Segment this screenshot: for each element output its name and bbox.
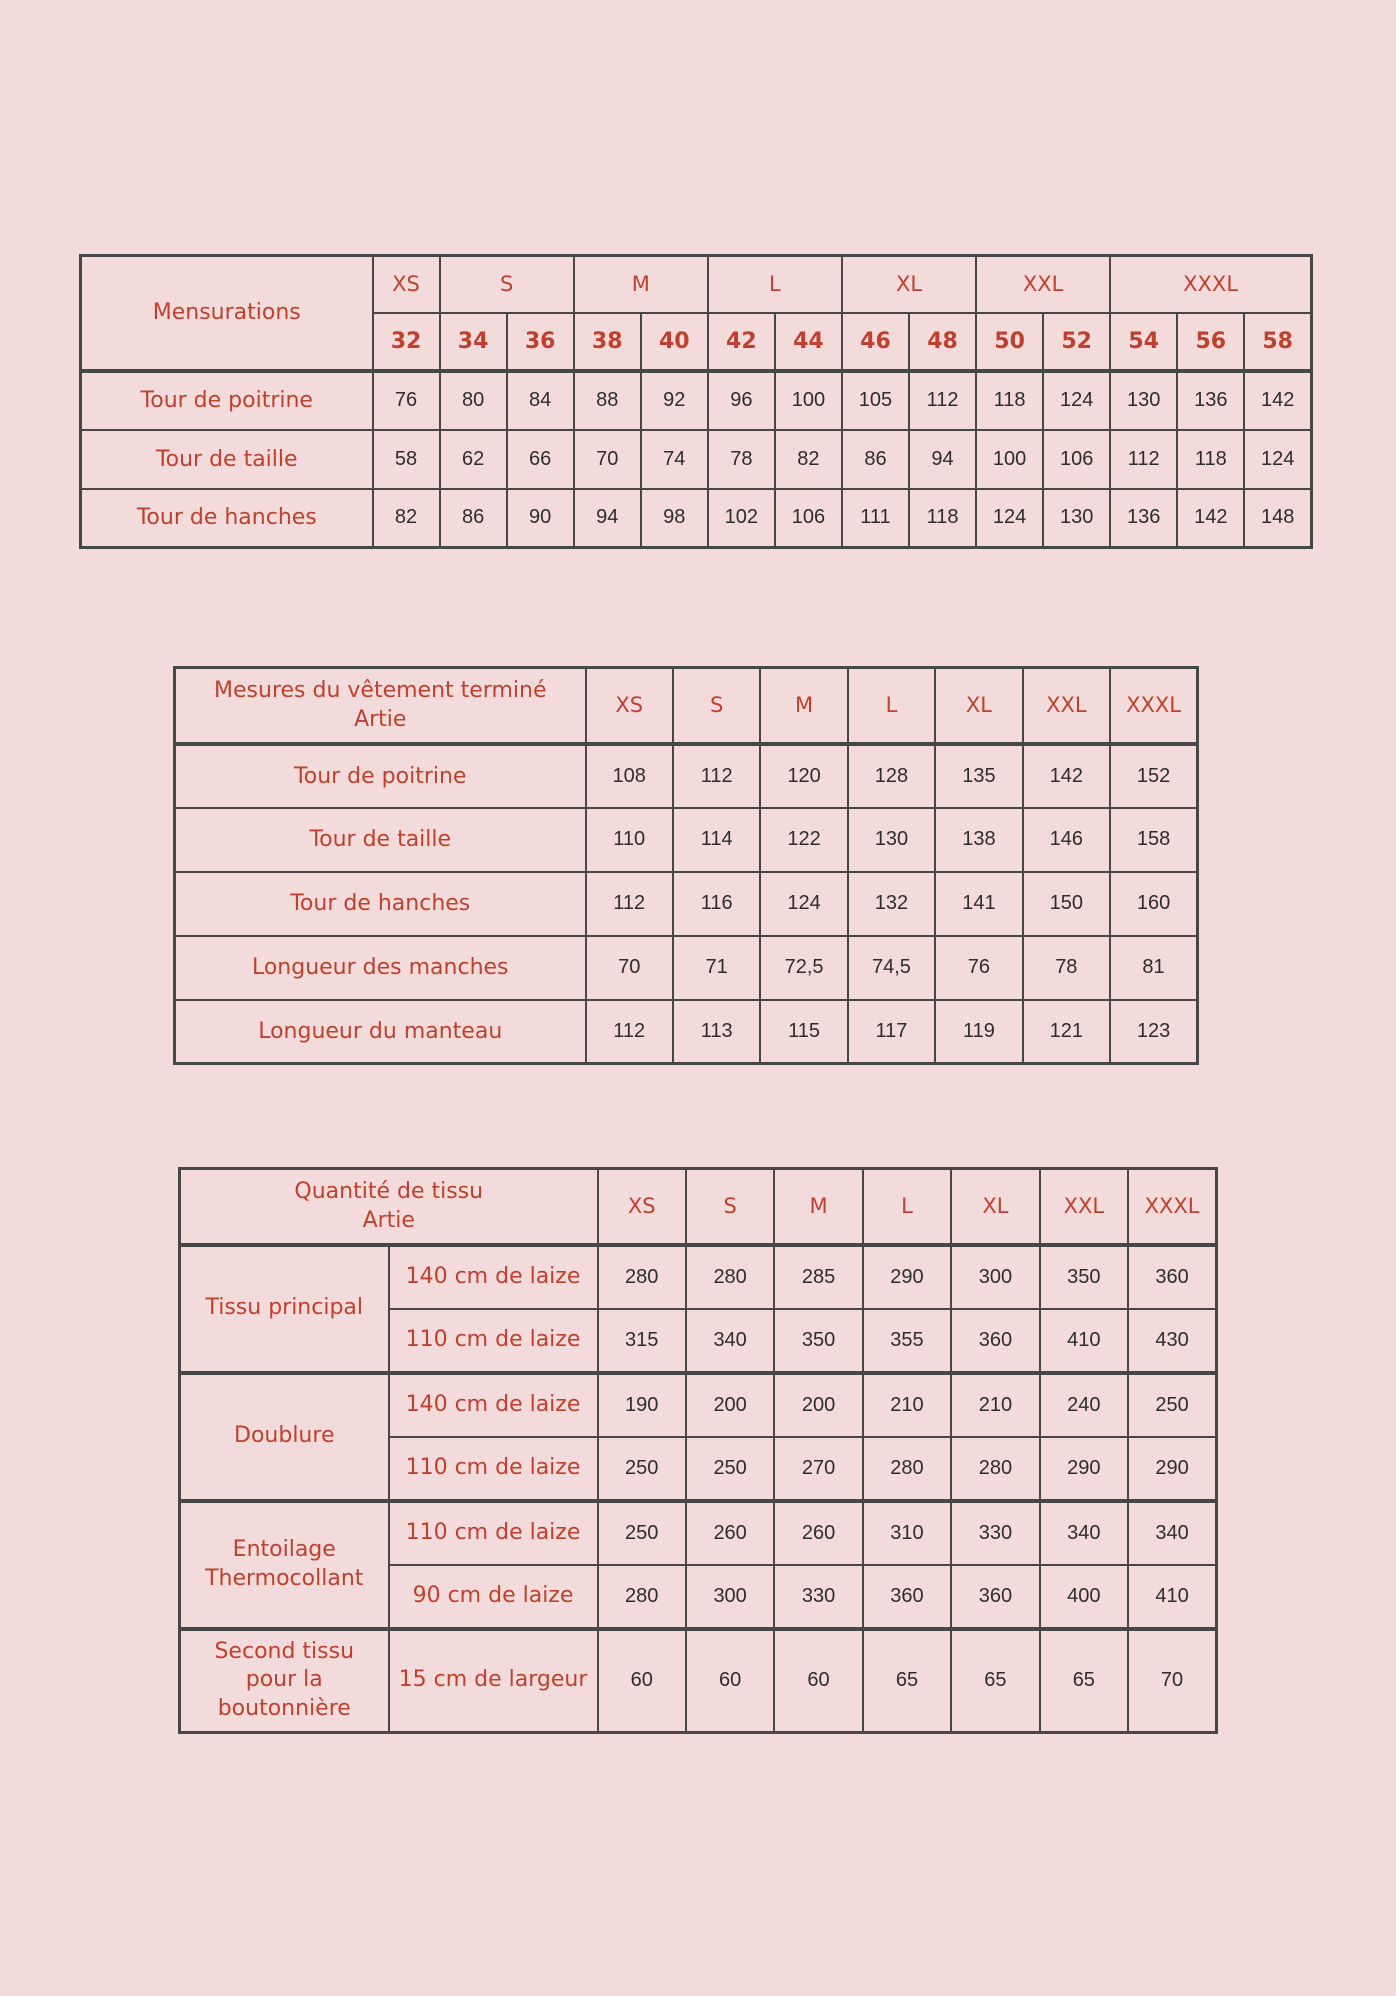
fabric-group-label: Doublure xyxy=(180,1373,389,1501)
garment-value: 150 xyxy=(1023,872,1110,936)
measurement-value: 74 xyxy=(641,430,708,489)
garment-value: 74,5 xyxy=(848,936,935,1000)
size-number-header: 52 xyxy=(1043,313,1110,371)
measurement-value: 112 xyxy=(909,371,976,430)
garment-value: 158 xyxy=(1110,808,1197,872)
garment-value: 132 xyxy=(848,872,935,936)
garment-row-label: Longueur des manches xyxy=(175,936,586,1000)
fabric-quantity-table-body xyxy=(180,1169,1217,1733)
garment-value: 115 xyxy=(760,1000,847,1064)
size-header: XL xyxy=(951,1169,1039,1245)
size-group-header: M xyxy=(574,256,708,313)
measurements-table xyxy=(79,254,1313,549)
fabric-value: 300 xyxy=(951,1245,1039,1309)
fabric-value: 360 xyxy=(951,1565,1039,1629)
garment-value: 72,5 xyxy=(760,936,847,1000)
size-number-header: 42 xyxy=(708,313,775,371)
fabric-value: 65 xyxy=(863,1629,951,1733)
measurement-value: 111 xyxy=(842,489,909,548)
garment-value: 70 xyxy=(586,936,673,1000)
size-header: XS xyxy=(598,1169,686,1245)
measurement-value: 102 xyxy=(708,489,775,548)
measurement-value: 106 xyxy=(1043,430,1110,489)
fabric-value: 65 xyxy=(1040,1629,1128,1733)
garment-value: 124 xyxy=(760,872,847,936)
measurement-value: 106 xyxy=(775,489,842,548)
fabric-value: 430 xyxy=(1128,1309,1216,1373)
size-header: XXXL xyxy=(1128,1169,1216,1245)
size-number-header: 40 xyxy=(641,313,708,371)
garment-value: 114 xyxy=(673,808,760,872)
measurement-value: 118 xyxy=(909,489,976,548)
fabric-group-label: Entoilage Thermocollant xyxy=(180,1501,389,1629)
garment-row-label: Tour de taille xyxy=(175,808,586,872)
measurement-value: 100 xyxy=(775,371,842,430)
fabric-value: 410 xyxy=(1128,1565,1216,1629)
measurement-value: 130 xyxy=(1043,489,1110,548)
measurement-value: 136 xyxy=(1177,371,1244,430)
size-header: M xyxy=(774,1169,862,1245)
fabric-table-title xyxy=(180,1169,598,1245)
size-number-header: 54 xyxy=(1110,313,1177,371)
size-header: XS xyxy=(586,668,673,744)
garment-value: 128 xyxy=(848,744,935,808)
garment-value: 135 xyxy=(935,744,1022,808)
table-row xyxy=(180,1169,1217,1245)
garment-value: 117 xyxy=(848,1000,935,1064)
garment-table-title xyxy=(175,668,586,744)
fabric-value: 200 xyxy=(774,1373,862,1437)
size-header: L xyxy=(863,1169,951,1245)
measurement-value: 84 xyxy=(507,371,574,430)
garment-value: 119 xyxy=(935,1000,1022,1064)
measurement-value: 124 xyxy=(976,489,1043,548)
finished-garment-table xyxy=(173,666,1199,1065)
fabric-value: 315 xyxy=(598,1309,686,1373)
fabric-value: 280 xyxy=(598,1245,686,1309)
fabric-value: 330 xyxy=(774,1565,862,1629)
fabric-quantity-table xyxy=(178,1167,1218,1734)
table-row xyxy=(175,936,1198,1000)
table-row xyxy=(180,1629,1217,1733)
size-number-header: 44 xyxy=(775,313,842,371)
measurement-value: 124 xyxy=(1043,371,1110,430)
fabric-value: 60 xyxy=(686,1629,774,1733)
fabric-value: 190 xyxy=(598,1373,686,1437)
table-title-line: Artie xyxy=(362,1208,415,1234)
fabric-value: 330 xyxy=(951,1501,1039,1565)
fabric-value: 290 xyxy=(1040,1437,1128,1501)
measurement-value: 80 xyxy=(440,371,507,430)
fabric-sub-label: 110 cm de laize xyxy=(389,1501,598,1565)
measurements-table-body xyxy=(81,256,1312,548)
garment-row-label: Longueur du manteau xyxy=(175,1000,586,1064)
measurement-row-label: Tour de taille xyxy=(81,430,373,489)
fabric-value: 280 xyxy=(598,1565,686,1629)
measurement-value: 58 xyxy=(373,430,440,489)
fabric-value: 280 xyxy=(863,1437,951,1501)
table-row xyxy=(180,1245,1217,1309)
size-number-header: 48 xyxy=(909,313,976,371)
table-row xyxy=(175,668,1198,744)
garment-value: 152 xyxy=(1110,744,1197,808)
measurement-value: 136 xyxy=(1110,489,1177,548)
measurement-value: 76 xyxy=(373,371,440,430)
measurement-value: 124 xyxy=(1244,430,1311,489)
table-row xyxy=(175,744,1198,808)
garment-value: 112 xyxy=(586,872,673,936)
garment-value: 81 xyxy=(1110,936,1197,1000)
size-group-header: S xyxy=(440,256,574,313)
size-number-header: 38 xyxy=(574,313,641,371)
measurement-value: 96 xyxy=(708,371,775,430)
garment-value: 112 xyxy=(673,744,760,808)
garment-value: 112 xyxy=(586,1000,673,1064)
garment-value: 138 xyxy=(935,808,1022,872)
size-header: S xyxy=(686,1169,774,1245)
fabric-sub-label: 140 cm de laize xyxy=(389,1373,598,1437)
fabric-value: 300 xyxy=(686,1565,774,1629)
fabric-value: 250 xyxy=(686,1437,774,1501)
measurement-value: 82 xyxy=(775,430,842,489)
measurement-row-label: Tour de hanches xyxy=(81,489,373,548)
fabric-value: 70 xyxy=(1128,1629,1216,1733)
table-row xyxy=(81,371,1312,430)
garment-value: 130 xyxy=(848,808,935,872)
measurement-value: 88 xyxy=(574,371,641,430)
size-header: XL xyxy=(935,668,1022,744)
fabric-value: 270 xyxy=(774,1437,862,1501)
measurement-value: 118 xyxy=(976,371,1043,430)
table-row xyxy=(175,1000,1198,1064)
table-row xyxy=(180,1501,1217,1565)
fabric-value: 65 xyxy=(951,1629,1039,1733)
size-number-header: 32 xyxy=(373,313,440,371)
fabric-value: 340 xyxy=(1040,1501,1128,1565)
size-header: S xyxy=(673,668,760,744)
fabric-sub-label: 90 cm de laize xyxy=(389,1565,598,1629)
table-row xyxy=(175,872,1198,936)
size-number-header: 58 xyxy=(1244,313,1311,371)
fabric-value: 60 xyxy=(774,1629,862,1733)
table-row xyxy=(180,1373,1217,1437)
fabric-sub-label: 15 cm de largeur xyxy=(389,1629,598,1733)
measurement-value: 92 xyxy=(641,371,708,430)
table-row xyxy=(81,430,1312,489)
fabric-value: 280 xyxy=(686,1245,774,1309)
garment-value: 76 xyxy=(935,936,1022,1000)
fabric-value: 250 xyxy=(1128,1373,1216,1437)
garment-value: 120 xyxy=(760,744,847,808)
measurement-value: 62 xyxy=(440,430,507,489)
fabric-value: 240 xyxy=(1040,1373,1128,1437)
size-number-header: 36 xyxy=(507,313,574,371)
fabric-value: 60 xyxy=(598,1629,686,1733)
table-row xyxy=(175,808,1198,872)
measurement-value: 142 xyxy=(1244,371,1311,430)
fabric-value: 360 xyxy=(863,1565,951,1629)
fabric-value: 250 xyxy=(598,1437,686,1501)
measurement-value: 94 xyxy=(909,430,976,489)
size-header: XXL xyxy=(1040,1169,1128,1245)
fabric-value: 290 xyxy=(863,1245,951,1309)
size-group-header: XS xyxy=(373,256,440,313)
fabric-value: 360 xyxy=(951,1309,1039,1373)
size-number-header: 34 xyxy=(440,313,507,371)
measurement-value: 105 xyxy=(842,371,909,430)
fabric-value: 210 xyxy=(863,1373,951,1437)
fabric-value: 340 xyxy=(686,1309,774,1373)
garment-value: 116 xyxy=(673,872,760,936)
fabric-group-label: Tissu principal xyxy=(180,1245,389,1373)
measurement-value: 130 xyxy=(1110,371,1177,430)
garment-value: 160 xyxy=(1110,872,1197,936)
garment-value: 71 xyxy=(673,936,760,1000)
garment-value: 142 xyxy=(1023,744,1110,808)
fabric-value: 350 xyxy=(774,1309,862,1373)
table-row xyxy=(81,489,1312,548)
size-header: XXXL xyxy=(1110,668,1197,744)
fabric-sub-label: 110 cm de laize xyxy=(389,1437,598,1501)
measurement-value: 86 xyxy=(842,430,909,489)
fabric-value: 260 xyxy=(686,1501,774,1565)
garment-value: 78 xyxy=(1023,936,1110,1000)
measurements-title: Mensurations xyxy=(81,256,373,371)
size-header: XXL xyxy=(1023,668,1110,744)
measurement-value: 112 xyxy=(1110,430,1177,489)
fabric-sub-label: 140 cm de laize xyxy=(389,1245,598,1309)
size-group-header: XXL xyxy=(976,256,1110,313)
garment-row-label: Tour de poitrine xyxy=(175,744,586,808)
measurement-value: 90 xyxy=(507,489,574,548)
fabric-value: 340 xyxy=(1128,1501,1216,1565)
garment-value: 113 xyxy=(673,1000,760,1064)
measurement-row-label: Tour de poitrine xyxy=(81,371,373,430)
garment-value: 146 xyxy=(1023,808,1110,872)
measurement-value: 78 xyxy=(708,430,775,489)
table-row xyxy=(81,256,1312,313)
measurement-value: 100 xyxy=(976,430,1043,489)
measurement-value: 148 xyxy=(1244,489,1311,548)
measurement-value: 98 xyxy=(641,489,708,548)
fabric-value: 350 xyxy=(1040,1245,1128,1309)
garment-value: 108 xyxy=(586,744,673,808)
measurement-value: 66 xyxy=(507,430,574,489)
fabric-value: 200 xyxy=(686,1373,774,1437)
garment-value: 121 xyxy=(1023,1000,1110,1064)
fabric-value: 355 xyxy=(863,1309,951,1373)
table-title-line: Artie xyxy=(354,707,407,733)
size-group-header: XXXL xyxy=(1110,256,1311,313)
fabric-value: 310 xyxy=(863,1501,951,1565)
measurement-value: 94 xyxy=(574,489,641,548)
size-number-header: 50 xyxy=(976,313,1043,371)
garment-row-label: Tour de hanches xyxy=(175,872,586,936)
garment-value: 110 xyxy=(586,808,673,872)
fabric-value: 290 xyxy=(1128,1437,1216,1501)
table-title-line: Mesures du vêtement terminé xyxy=(214,677,547,703)
fabric-sub-label: 110 cm de laize xyxy=(389,1309,598,1373)
measurement-value: 142 xyxy=(1177,489,1244,548)
fabric-value: 280 xyxy=(951,1437,1039,1501)
table-title-line: Quantité de tissu xyxy=(294,1178,484,1204)
measurement-value: 118 xyxy=(1177,430,1244,489)
size-number-header: 46 xyxy=(842,313,909,371)
measurement-value: 70 xyxy=(574,430,641,489)
size-header: M xyxy=(760,668,847,744)
garment-value: 141 xyxy=(935,872,1022,936)
size-group-header: L xyxy=(708,256,842,313)
measurement-value: 82 xyxy=(373,489,440,548)
fabric-value: 210 xyxy=(951,1373,1039,1437)
garment-value: 122 xyxy=(760,808,847,872)
fabric-value: 400 xyxy=(1040,1565,1128,1629)
size-number-header: 56 xyxy=(1177,313,1244,371)
measurement-value: 86 xyxy=(440,489,507,548)
fabric-group-label: Second tissu pour la boutonnière xyxy=(180,1629,389,1733)
finished-garment-table-body xyxy=(175,668,1198,1064)
fabric-value: 360 xyxy=(1128,1245,1216,1309)
fabric-value: 260 xyxy=(774,1501,862,1565)
fabric-value: 410 xyxy=(1040,1309,1128,1373)
size-group-header: XL xyxy=(842,256,976,313)
fabric-value: 250 xyxy=(598,1501,686,1565)
size-header: L xyxy=(848,668,935,744)
garment-value: 123 xyxy=(1110,1000,1197,1064)
fabric-value: 285 xyxy=(774,1245,862,1309)
